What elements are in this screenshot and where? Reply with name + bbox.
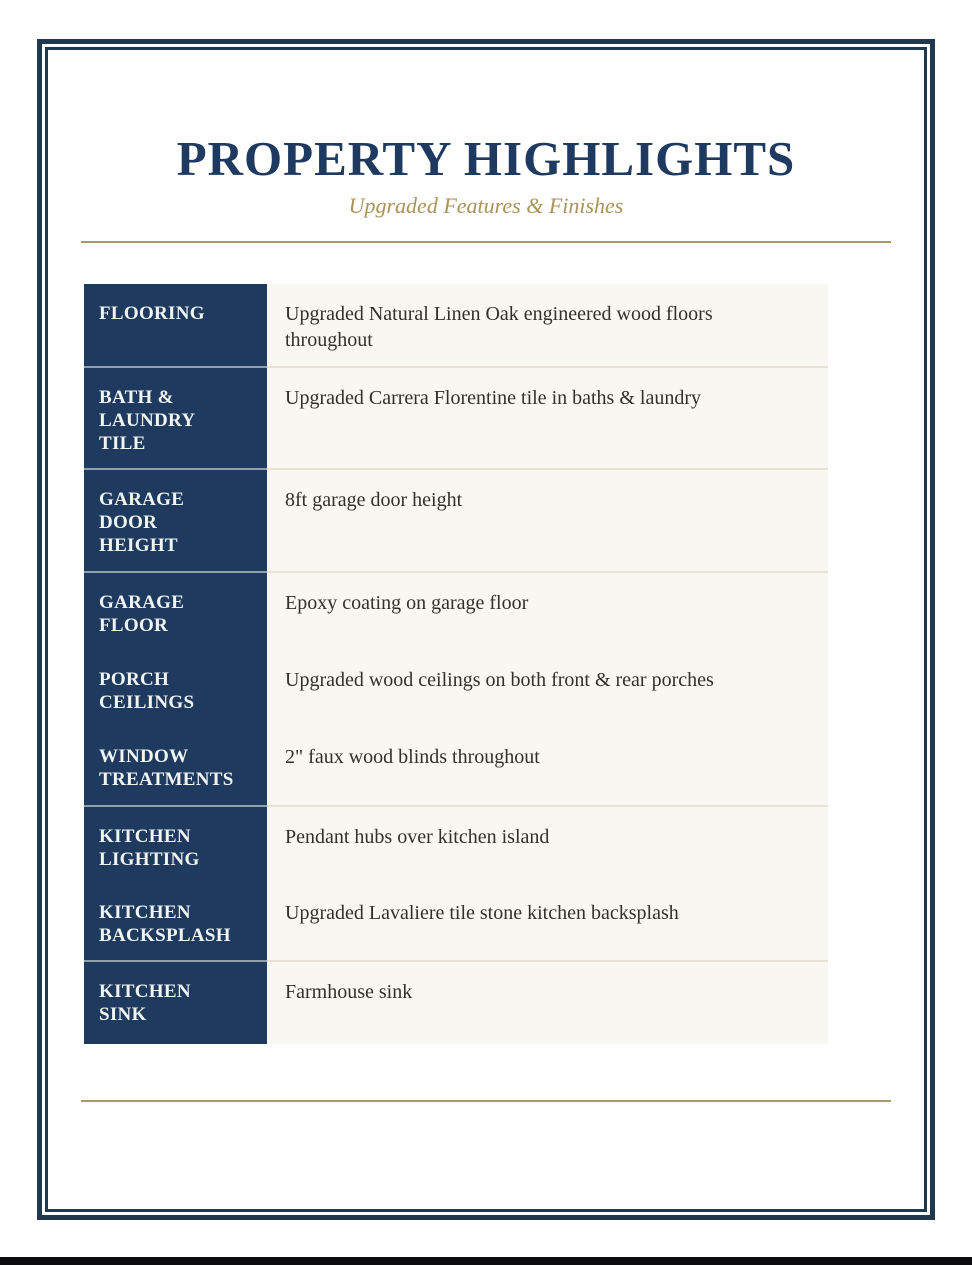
table-row — [84, 284, 828, 366]
bottom-divider-rule — [81, 1100, 891, 1102]
document-body — [48, 50, 924, 1209]
table-row — [84, 468, 828, 571]
table-row — [84, 727, 828, 805]
row-value: Upgraded wood ceilings on both front & rear porches — [267, 650, 828, 727]
table-row — [84, 805, 828, 884]
table-row — [84, 571, 828, 650]
row-label: KITCHEN BACKSPLASH — [84, 883, 267, 960]
top-divider-rule — [81, 241, 891, 243]
row-label: WINDOW TREATMENTS — [84, 727, 267, 805]
row-value: Pendant hubs over kitchen island — [267, 805, 828, 884]
table-row — [84, 650, 828, 727]
features-table — [84, 284, 828, 1044]
table-row — [84, 883, 828, 960]
row-label: KITCHEN LIGHTING — [84, 805, 267, 884]
row-value: Upgraded Lavaliere tile stone kitchen backsplash — [267, 883, 828, 960]
row-value: 2" faux wood blinds throughout — [267, 727, 828, 805]
row-value: Upgraded Natural Linen Oak engineered wood floors throughout — [267, 284, 828, 366]
bottom-edge-bar — [0, 1257, 972, 1265]
row-label: GARAGE FLOOR — [84, 571, 267, 650]
row-label: KITCHEN SINK — [84, 960, 267, 1044]
page-subtitle: Upgraded Features & Finishes — [348, 192, 624, 218]
row-label: PORCH CEILINGS — [84, 650, 267, 727]
row-value: Farmhouse sink — [267, 960, 828, 1044]
row-value: 8ft garage door height — [267, 468, 828, 571]
table-row — [84, 366, 828, 468]
row-value: Upgraded Carrera Florentine tile in baths & laundry — [267, 366, 828, 468]
row-label: BATH & LAUNDRY TILE — [84, 366, 267, 468]
row-label: GARAGE DOOR HEIGHT — [84, 468, 267, 571]
inner-border-frame — [45, 47, 927, 1212]
table-row — [84, 960, 828, 1044]
page-title: PROPERTY HIGHLIGHTS — [176, 131, 796, 186]
outer-border-frame — [37, 39, 935, 1220]
row-value: Epoxy coating on garage floor — [267, 571, 828, 650]
row-label: FLOORING — [84, 284, 267, 366]
